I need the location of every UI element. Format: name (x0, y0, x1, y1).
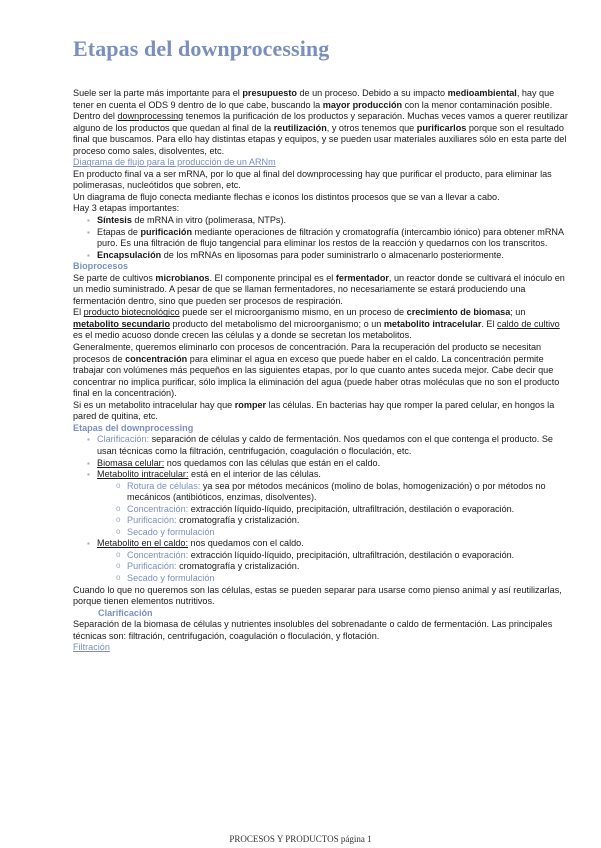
bioprocesos-paragraph-2: El producto biotecnológico puede ser el microorganismo mismo, en un proceso de crecimiento de biomasa; un metabolito secundario producto del metabolismo del microorganismo; o un metabolito intracelular. El caldo de cultivo es el medio acuoso donde crecen las células y a donde se secretan los metabolitos. (73, 307, 560, 341)
bioprocesos-paragraph-1: Se parte de cultivos microbianos. El componente principal es el fermentador, un reactor donde se cultivará el inóculo en un medio suministrado. A pesar de que se llaman fermentadores, no necesariamente se estará produciendo una fermentación dentro, sino que pueden ser procesos de respiración. (73, 272, 565, 306)
list-item: o Concentración: extracción líquido-líquido, precipitación, ultrafiltración, destilación o evaporación. (73, 504, 569, 516)
list-item: ▪ Biomasa celular: nos quedamos con las células que están en el caldo. (73, 458, 569, 470)
caldo-sublist (73, 550, 569, 585)
diagram-paragraph-2: Un diagrama de flujo conecta mediante flechas e iconos los distintos procesos que se van a llevar a cabo. (73, 191, 500, 202)
filtracion-heading-link[interactable]: Filtración (73, 642, 110, 653)
intro-paragraph-2: Dentro del downprocessing tenemos la purificación de los productos y separación. Muchas veces vamos a querer reutilizar alguno de los productos que quedan al final de la reutilización, y otros tenemos que purificarlos porque son el resultado final que buscamos. Para ello hay distintas etapas y equipos, y se pueden usar materiales auxiliares sólo en esta parte del proceso como sales, disolventes, etc. (73, 111, 568, 156)
list-item: o Purificación: cromatografía y cristalización. (73, 561, 569, 573)
etapas-list-cont (73, 538, 569, 550)
list-item: ▪ Etapas de purificación mediante operaciones de filtración y cromatografía (intercambio iónico) para obtener mRNA puro. Es una filtración de flujo tangencial para eliminar los restos de la reacción y quedarnos con los transcritos. (73, 227, 569, 250)
diagram-paragraph-3: Hay 3 etapas importantes: (73, 203, 180, 214)
list-item: o Secado y formulación (73, 573, 569, 585)
bioprocesos-paragraph-3: Generalmente, queremos eliminarlo con procesos de concentración. Para la recuperación del producto se necesitan procesos de concentración para eliminar el agua en exceso que puede haber en el caldo. La concentración permite trabajar con volúmenes más pequeños en las siguientes etapas, por lo que cuanto antes suceda mejor. Cabe decir que concentrar no implica purificar, sólo implica la eliminación del agua (puede haber otras moléculas que no son el producto final en la concentración). (73, 342, 560, 399)
intro-paragraph-1: Suele ser la parte más importante para el presupuesto de un proceso. Debido a su impacto medioambiental, hay que tener en cuenta el ODS 9 dentro de lo que cabe, buscando la mayor producción con la menor contaminación posible. (73, 88, 555, 110)
intracelular-sublist (73, 481, 569, 539)
list-item: o Secado y formulación (73, 527, 569, 539)
list-item: ▪ Metabolito en el caldo: nos quedamos con el caldo. (73, 538, 569, 550)
bioprocesos-heading: Bioprocesos (73, 261, 129, 272)
etapas-heading: Etapas del downprocessing (73, 422, 194, 433)
list-item: o Rotura de células: ya sea por métodos mecánicos (molino de bolas, homogenización) o por métodos no mecánicos (antibióticos, enzimas, disolventes). (73, 481, 569, 504)
document-body (73, 88, 569, 654)
clarificacion-heading: Clarificación (98, 607, 153, 618)
list-item: ▪ Metabolito intracelular: está en el interior de las células. (73, 469, 569, 481)
clarificacion-paragraph: Separación de la biomasa de células y nutrientes insolubles del sobrenadante o caldo de fermentación. Las principales técnicas son: filtración, centrifugación, coagulación o floculación, y flotación. (73, 619, 553, 641)
list-item: ▪ Síntesis de mRNA in vitro (polimerasa, NTPs). (73, 215, 569, 227)
etapas-closing: Cuando lo que no queremos son las células, estas se pueden separar para usarse como pienso animal y así reutilizarlas, porque tienen elementos nutritivos. (73, 584, 562, 607)
stages-list (73, 215, 569, 261)
list-item: ▪ Clarificación: separación de células y caldo de fermentación. Nos quedamos con el que contenga el producto. Se usan técnicas como la filtración, centrifugación, coagulación o floculación, etc. (73, 434, 569, 457)
diagram-heading-link[interactable]: Diagrama de flujo para la producción de un ARNm (73, 157, 276, 168)
page-title: Etapas del downprocessing (73, 36, 330, 61)
list-item: o Concentración: extracción líquido-líquido, precipitación, ultrafiltración, destilación o evaporación. (73, 550, 569, 562)
list-item: o Purificación: cromatografía y cristalización. (73, 515, 569, 527)
page-footer: PROCESOS Y PRODUCTOS página 1 (229, 834, 372, 844)
bioprocesos-paragraph-4: Si es un metabolito intracelular hay que romper las células. En bacterias hay que romper la pared celular, en hongos la pared de quitina, etc. (73, 399, 555, 422)
etapas-list (73, 434, 569, 480)
diagram-paragraph-1: En producto final va a ser mRNA, por lo que al final del downprocessing hay que purificar el producto, para eliminar las polimerasas, nucleótidos que sobren, etc. (73, 168, 552, 191)
list-item: ▪ Encapsulación de los mRNAs en liposomas para poder suministrarlo o almacenarlo posteriormente. (73, 250, 569, 262)
